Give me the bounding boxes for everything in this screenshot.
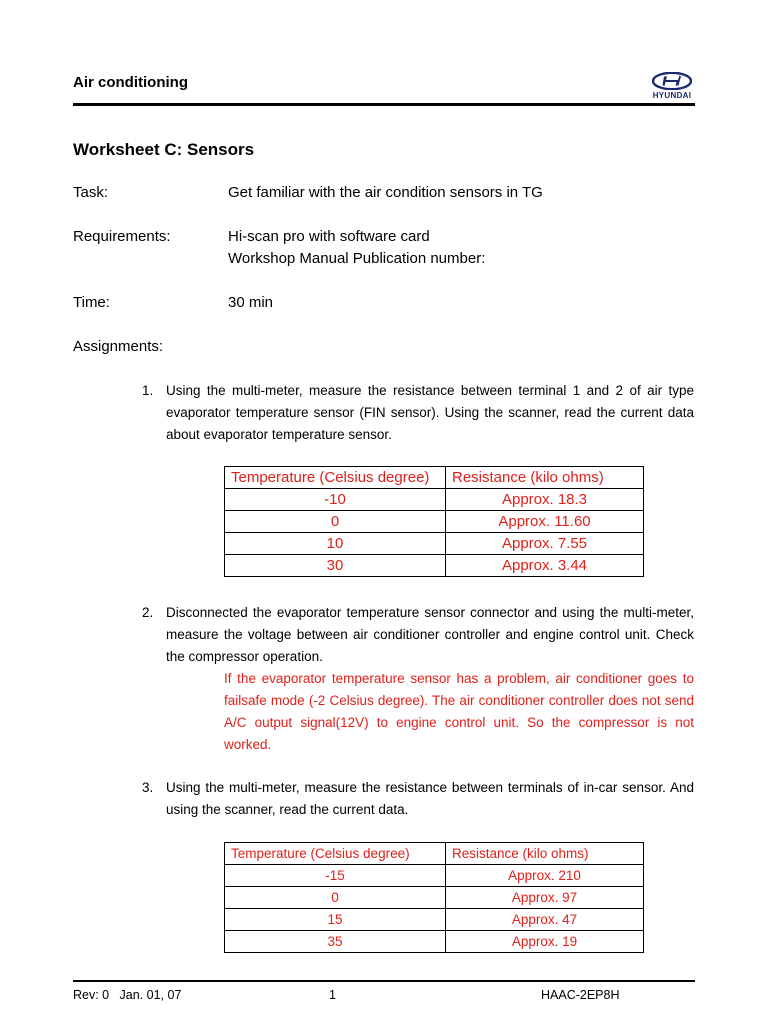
table-row <box>225 887 644 909</box>
item-number: 2. <box>142 605 154 620</box>
requirements-label: Requirements: <box>73 228 171 245</box>
table-header-row <box>225 843 644 865</box>
table-row <box>225 909 644 931</box>
time-label: Time: <box>73 294 110 311</box>
assignment-item-3 <box>142 777 694 821</box>
footer-revision: Rev: 0 Jan. 01, 07 <box>73 988 182 1002</box>
table-cell: -15 <box>225 865 446 887</box>
table-row <box>225 555 644 577</box>
table-cell: Approx. 11.60 <box>446 511 644 533</box>
table-cell: Approx. 19 <box>446 931 644 953</box>
table-cell: -10 <box>225 489 446 511</box>
table-header-cell: Resistance (kilo ohms) <box>446 843 644 865</box>
item-number: 1. <box>142 383 154 398</box>
table-cell: 0 <box>225 887 446 909</box>
table-cell: Approx. 97 <box>446 887 644 909</box>
item-number: 3. <box>142 780 154 795</box>
requirement-item: Hi-scan pro with software card <box>228 228 430 245</box>
in-car-sensor-table <box>224 842 644 953</box>
item-2-answer-note: If the evaporator temperature sensor has a problem, air conditioner goes to failsafe mode (-2 Celsius degree). The air conditioner controller does not send A/C output signal(12V) to engine control unit. So the compressor is not worked. <box>224 671 694 752</box>
item-text: Using the multi-meter, measure the resistance between terminal 1 and 2 of air type evaporator temperature sensor (FIN sensor). Using the scanner, read the current data about evaporator temperature sensor. <box>166 383 694 442</box>
table-header-cell: Temperature (Celsius degree) <box>225 843 446 865</box>
assignments-label: Assignments: <box>73 338 164 355</box>
logo-wordmark: HYUNDAI <box>652 91 692 100</box>
item-text: Using the multi-meter, measure the resistance between terminals of in-car sensor. And using the scanner, read the current data. <box>166 780 694 817</box>
evaporator-sensor-table <box>224 466 644 577</box>
table-cell: Approx. 3.44 <box>446 555 644 577</box>
table-cell: Approx. 18.3 <box>446 489 644 511</box>
assignment-item-1 <box>142 380 694 446</box>
table-cell: 15 <box>225 909 446 931</box>
header-title: Air conditioning <box>73 74 188 91</box>
table-row <box>225 931 644 953</box>
time-value: 30 min <box>228 294 274 311</box>
footer-document-code: HAAC-2EP8H <box>541 988 620 1002</box>
table-header-cell: Temperature (Celsius degree) <box>225 467 446 489</box>
table-header-row <box>225 467 644 489</box>
table-cell: Approx. 210 <box>446 865 644 887</box>
table-cell: 35 <box>225 931 446 953</box>
task-label: Task: <box>73 184 109 201</box>
footer-divider <box>73 980 695 982</box>
table-row <box>225 489 644 511</box>
table-cell: 30 <box>225 555 446 577</box>
table-cell: Approx. 47 <box>446 909 644 931</box>
table-cell: 10 <box>225 533 446 555</box>
hyundai-logo <box>646 72 698 102</box>
table-row <box>225 865 644 887</box>
table-cell: 0 <box>225 511 446 533</box>
requirement-item: Workshop Manual Publication number: <box>228 250 486 267</box>
table-row <box>225 533 644 555</box>
table-cell: Approx. 7.55 <box>446 533 644 555</box>
assignment-item-2 <box>142 602 694 668</box>
table-row <box>225 511 644 533</box>
item-text: Disconnected the evaporator temperature sensor connector and using the multi-meter, measure the voltage between air conditioner controller and engine control unit. Check the compressor operation. <box>166 605 694 664</box>
header-divider <box>73 103 695 106</box>
table-header-cell: Resistance (kilo ohms) <box>446 467 644 489</box>
worksheet-title: Worksheet C: Sensors <box>73 140 255 159</box>
hyundai-logo-icon <box>652 72 692 90</box>
task-value: Get familiar with the air condition sensors in TG <box>228 184 543 201</box>
requirements-values <box>228 226 485 270</box>
footer-page-number: 1 <box>329 988 336 1002</box>
